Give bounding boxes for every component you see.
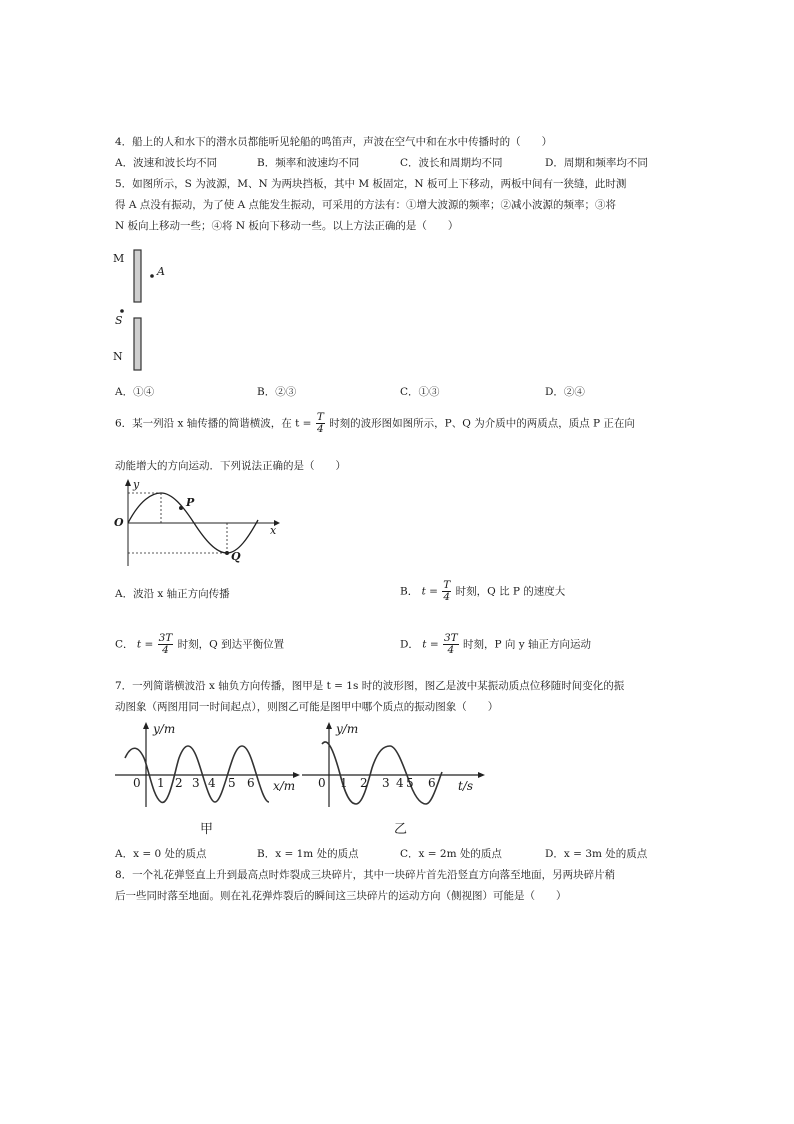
- yi-tick-1: 1: [340, 776, 348, 790]
- q6-opt-d-fraction: [443, 633, 459, 656]
- jia-tick-6: 6: [247, 776, 255, 790]
- yi-xlabel: t/s: [458, 779, 474, 793]
- label-a: A: [157, 265, 165, 278]
- plate-m: [134, 250, 141, 302]
- yi-tick-5: 5: [406, 776, 414, 790]
- q5-line-3: N 板向上移动一些；④将 N 板向下移动一些。以上方法正确的是（ ）: [115, 220, 459, 232]
- yi-tick-6: 6: [428, 776, 436, 790]
- q6-option-c: [115, 633, 284, 656]
- q8-line-2: 后一些同时落至地面。则在礼花弹炸裂后的瞬间这三块碎片的运动方向（侧视图）可能是（ ）: [115, 890, 567, 902]
- q5-line-1: 5．如图所示，S 为波源，M、N 为两块挡板，其中 M 板固定，N 板可上下移动，两板中间有一狭缝，此时测: [115, 178, 627, 190]
- q6-opt-b-fraction: [442, 580, 451, 603]
- plate-n: [134, 318, 141, 370]
- yi-tick-4: 4: [396, 776, 404, 790]
- yi-wave: [322, 742, 442, 804]
- q6-opt-c-prefix: C．: [115, 638, 134, 651]
- q6-opt-d-den: 4: [447, 644, 455, 656]
- q6-opt-c-fraction: [158, 633, 174, 656]
- yi-caption: 乙: [394, 822, 408, 837]
- q4-option-b: B．频率和波速均不同: [257, 157, 360, 169]
- q6-opt-d-num: 3T: [443, 632, 458, 644]
- q7-option-a: A．x = 0 处的质点: [115, 848, 207, 860]
- jia-ylabel: y/m: [153, 722, 176, 736]
- q5-option-b: B．②③: [257, 386, 297, 398]
- q7-line-2: 动图象（两图用同一时间起点），则图乙可能是图甲中哪个质点的振动图象（ ）: [115, 701, 499, 713]
- yi-ylabel: y/m: [336, 722, 359, 736]
- yi-x-arrow: [478, 772, 485, 778]
- jia-tick-5: 5: [228, 776, 236, 790]
- q7-line-1: 7．一列简谐横波沿 x 轴负方向传播，图甲是 t = 1s 时的波形图，图乙是波中某振动质点位移随时间变化的振: [115, 680, 625, 692]
- q5-figure-slit: [110, 245, 180, 375]
- q6-opt-b-prefix: B．: [400, 585, 419, 598]
- q6-opt-d-prefix: D．: [400, 638, 419, 651]
- q6-opt-d-t: t =: [422, 638, 439, 651]
- q6-opt-b-den: 4: [443, 591, 451, 603]
- q6-y-arrow: [125, 479, 131, 486]
- q6-stem-a: 6．某一列沿 x 轴传播的简谐横波，在 t =: [115, 417, 312, 430]
- q5-option-d: D．②④: [545, 386, 585, 398]
- q6-wave-figure: [108, 478, 288, 568]
- q5-line-2: 得 A 点没有振动，为了使 A 点能发生振动，可采用的方法有：①增大波源的频率；②减小波源的频率；③将: [115, 199, 617, 211]
- q6-option-a: A．波沿 x 轴正方向传播: [115, 588, 230, 600]
- label-m: M: [113, 252, 125, 265]
- q6-label-y: y: [133, 478, 140, 491]
- jia-caption: 甲: [200, 822, 214, 837]
- jia-wave: [125, 746, 269, 802]
- q6-stem-b: 时刻的波形图如图所示，P、Q 为介质中的两质点，质点 P 正在向: [329, 417, 635, 430]
- jia-tick-3: 3: [192, 776, 200, 790]
- q5-option-a: A．①④: [115, 386, 155, 398]
- q6-opt-b-num: T: [443, 579, 451, 591]
- q6-label-o: O: [114, 516, 124, 529]
- yi-y-arrow: [326, 722, 332, 729]
- q6-label-p: P: [186, 496, 195, 509]
- yi-tick-3: 3: [382, 776, 390, 790]
- q4-option-c: C．波长和周期均不同: [400, 157, 503, 169]
- jia-xlabel: x/m: [273, 779, 296, 793]
- q6-opt-c-suffix: 时刻，Q 到达平衡位置: [177, 638, 285, 651]
- q8-line-1: 8．一个礼花弹竖直上升到最高点时炸裂成三块碎片，其中一块碎片首先沿竖直方向落至地面，另两块碎片稍: [115, 869, 616, 881]
- q6-opt-b-suffix: 时刻，Q 比 P 的速度大: [455, 585, 566, 598]
- label-s: S: [115, 314, 123, 327]
- q4-option-d: D．周期和频率均不同: [545, 157, 648, 169]
- q7-option-b: B．x = 1m 处的质点: [257, 848, 359, 860]
- q6-point-q: [225, 551, 229, 555]
- q6-fraction: [316, 412, 325, 435]
- jia-tick-0: 0: [133, 776, 141, 790]
- q6-frac-den: 4: [316, 423, 324, 435]
- q5-option-c: C．①③: [400, 386, 440, 398]
- q6-opt-b-t: t =: [421, 585, 438, 598]
- q6-option-d: [400, 633, 591, 656]
- jia-y-arrow: [143, 722, 149, 729]
- yi-tick-0: 0: [318, 776, 326, 790]
- q4-option-a: A．波速和波长均不同: [115, 157, 218, 169]
- q6-opt-c-num: 3T: [158, 632, 173, 644]
- q7-option-d: D．x = 3m 处的质点: [545, 848, 648, 860]
- q6-frac-num: T: [316, 411, 324, 423]
- q7-option-c: C．x = 2m 处的质点: [400, 848, 502, 860]
- q6-opt-c-den: 4: [162, 644, 169, 656]
- jia-tick-4: 4: [208, 776, 216, 790]
- q7-figure-yi: [298, 722, 490, 840]
- q6-option-b: [400, 580, 565, 603]
- yi-tick-2: 2: [360, 776, 368, 790]
- q6-opt-c-t: t =: [136, 638, 154, 651]
- jia-tick-2: 2: [175, 776, 183, 790]
- label-n: N: [113, 350, 123, 363]
- source-s-dot: [120, 309, 124, 313]
- point-a-dot: [150, 274, 154, 278]
- q6-point-p: [179, 506, 183, 510]
- q6-label-q: Q: [231, 550, 241, 563]
- q6-opt-d-suffix: 时刻，P 向 y 轴正方向运动: [463, 638, 592, 651]
- q6-stem: [115, 412, 635, 435]
- q7-figure-jia: [113, 722, 303, 840]
- q6-line-2: 动能增大的方向运动．下列说法正确的是（ ）: [115, 460, 346, 472]
- jia-tick-1: 1: [157, 776, 165, 790]
- q4-stem: 4．船上的人和水下的潜水员都能听见轮船的鸣笛声，声波在空气中和在水中传播时的（ ）: [115, 136, 553, 148]
- q6-label-x: x: [270, 524, 277, 537]
